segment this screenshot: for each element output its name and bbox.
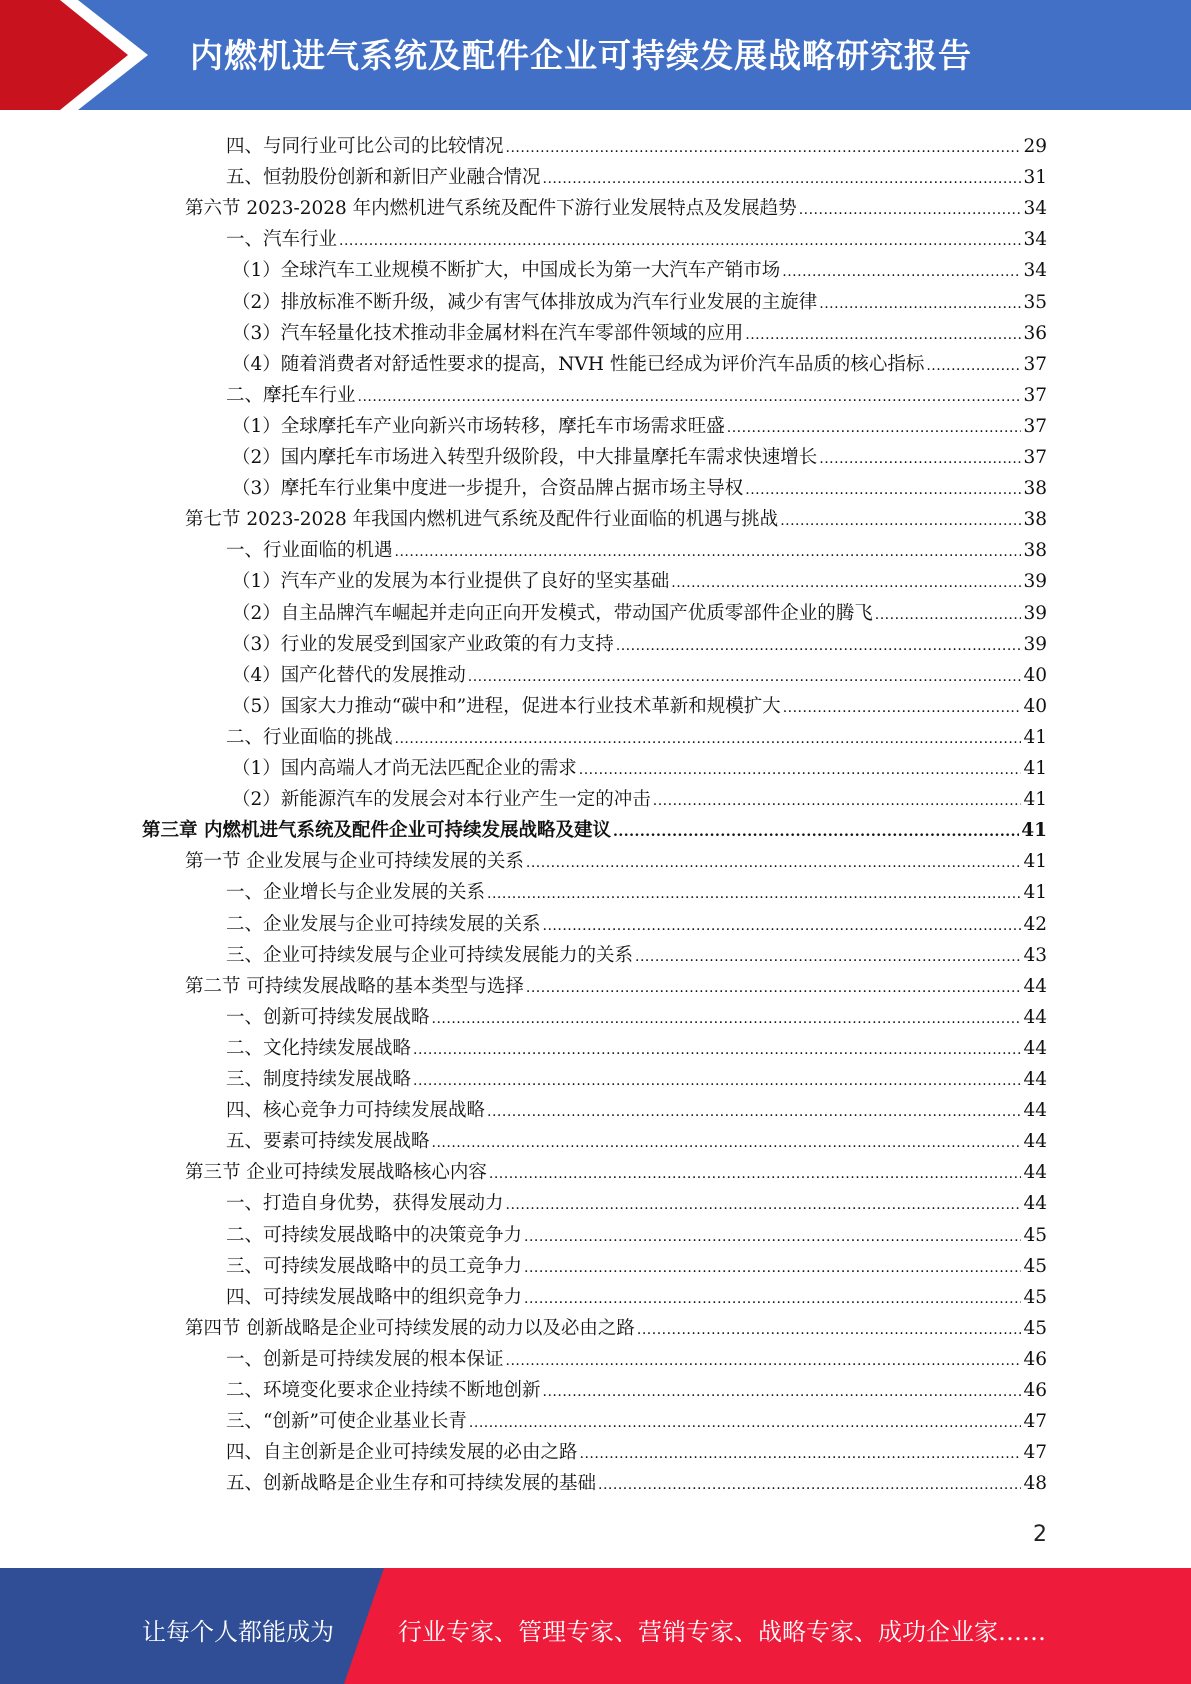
toc-dot-leader	[432, 1008, 1022, 1030]
toc-dot-leader	[524, 1226, 1021, 1248]
toc-entry-title: 四、核心竞争力可持续发展战略	[226, 1100, 486, 1122]
toc-entry-title: 二、环境变化要求企业持续不断地创新	[226, 1380, 541, 1401]
page-header	[0, 0, 1191, 110]
toc-entry-page: 44	[1023, 1006, 1047, 1028]
toc-dot-leader	[745, 479, 1021, 501]
toc-entry-title: 第一节 企业发展与企业可持续发展的关系	[185, 851, 524, 873]
toc-entry-page: 44	[1023, 975, 1047, 997]
toc-entry-page: 38	[1023, 478, 1047, 500]
toc-dot-leader	[395, 728, 1022, 750]
toc-entry-page: 43	[1023, 944, 1047, 966]
toc-entry[interactable]	[226, 532, 1047, 563]
toc-entry-page: 45	[1023, 1286, 1047, 1308]
toc-entry[interactable]	[226, 1217, 1047, 1248]
toc-entry-page: 41	[1021, 820, 1047, 842]
toc-entry-page: 38	[1023, 509, 1047, 531]
toc-entry-title: 二、行业面临的挑战	[226, 726, 393, 748]
toc-entry-title: （2）国内摩托车市场进入转型升级阶段，中大排量摩托车需求快速增长	[232, 447, 818, 468]
toc-entry-page: 44	[1023, 1069, 1047, 1090]
toc-entry[interactable]	[185, 843, 1047, 874]
toc-entry-title: 二、摩托车行业	[226, 384, 356, 406]
toc-entry[interactable]	[226, 377, 1047, 408]
toc-dot-leader	[413, 1039, 1021, 1061]
toc-entry[interactable]	[226, 1185, 1047, 1216]
toc-dot-leader	[598, 1474, 1021, 1496]
toc-dot-leader	[489, 1163, 1022, 1185]
toc-entry-title: 第六节 2023-2028 年内燃机进气系统及配件下游行业发展特点及发展趋势	[185, 198, 797, 220]
toc-entry-page: 44	[1023, 1037, 1047, 1059]
toc-entry-page: 46	[1023, 1380, 1047, 1401]
toc-entry-page: 41	[1023, 789, 1047, 811]
toc-dot-leader	[653, 790, 1022, 812]
toc-entry-title: （2）新能源汽车的发展会对本行业产生一定的冲击	[232, 789, 651, 811]
toc-dot-leader	[469, 1412, 1022, 1434]
toc-dot-leader	[543, 168, 1022, 190]
toc-entry-title: 一、创新是可持续发展的根本保证	[226, 1348, 504, 1370]
toc-entry[interactable]	[232, 252, 1047, 283]
toc-entry-page: 41	[1023, 726, 1047, 748]
toc-entry[interactable]	[232, 315, 1047, 346]
toc-entry-title: （2）排放标准不断升级，减少有害气体排放成为汽车行业发展的主旋律	[232, 291, 818, 313]
toc-entry[interactable]	[185, 968, 1047, 999]
toc-entry[interactable]	[185, 1154, 1047, 1185]
toc-dot-leader	[635, 946, 1021, 968]
toc-entry-title: 第四节 创新战略是企业可持续发展的动力以及必由之路	[185, 1317, 635, 1339]
page-footer	[0, 1568, 1191, 1684]
toc-entry-title: 三、制度持续发展战略	[226, 1069, 412, 1090]
toc-dot-leader	[783, 697, 1022, 719]
toc-entry-page: 46	[1023, 1348, 1047, 1370]
toc-entry-page: 39	[1023, 571, 1047, 593]
toc-entry-title: 第二节 可持续发展战略的基本类型与选择	[185, 975, 524, 997]
toc-entry[interactable]	[232, 470, 1047, 501]
toc-dot-leader	[506, 1350, 1022, 1372]
toc-dot-leader	[875, 604, 1022, 626]
toc-entry[interactable]	[226, 221, 1047, 252]
toc-entry[interactable]	[226, 1061, 1047, 1092]
toc-entry[interactable]	[226, 1279, 1047, 1310]
toc-dot-leader	[819, 448, 1021, 470]
toc-entry-page: 34	[1023, 198, 1047, 220]
toc-entry[interactable]	[232, 346, 1047, 377]
toc-entry-page: 48	[1023, 1473, 1047, 1495]
toc-entry[interactable]	[226, 906, 1047, 937]
toc-dot-leader	[613, 821, 1019, 843]
toc-entry[interactable]	[226, 1403, 1047, 1434]
toc-entry-title: 五、创新战略是企业生存和可持续发展的基础	[226, 1473, 597, 1495]
toc-dot-leader	[339, 230, 1021, 252]
toc-dot-leader	[580, 1443, 1022, 1465]
toc-entry[interactable]	[226, 874, 1047, 905]
toc-entry-page: 37	[1023, 384, 1047, 406]
toc-entry[interactable]	[226, 1248, 1047, 1279]
toc-entry-page: 44	[1023, 1100, 1047, 1122]
toc-dot-leader	[780, 510, 1021, 532]
toc-entry-title: （5）国家大力推动“碳中和”进程，促进本行业技术革新和规模扩大	[232, 695, 781, 717]
toc-dot-leader	[358, 386, 1022, 408]
toc-entry[interactable]	[232, 657, 1047, 688]
toc-entry-page: 44	[1023, 1162, 1047, 1184]
toc-dot-leader	[782, 261, 1021, 283]
toc-entry-title: 三、企业可持续发展与企业可持续发展能力的关系	[226, 944, 634, 966]
toc-dot-leader	[395, 541, 1022, 563]
toc-entry[interactable]	[226, 1372, 1047, 1403]
toc-entry-title: 二、可持续发展战略中的决策竞争力	[226, 1224, 523, 1246]
toc-entry-title: 一、汽车行业	[226, 229, 338, 251]
toc-entry-title: （1）汽车产业的发展为本行业提供了良好的坚实基础	[232, 571, 670, 593]
toc-dot-leader	[413, 1070, 1021, 1092]
toc-entry-title: 四、与同行业可比公司的比较情况	[226, 136, 504, 157]
toc-entry-title: 五、恒勃股份创新和新旧产业融合情况	[226, 167, 541, 189]
toc-entry-page: 31	[1023, 167, 1047, 189]
toc-entry[interactable]	[226, 1341, 1047, 1372]
toc-entry-page: 37	[1023, 447, 1047, 468]
toc-entry-page: 42	[1023, 913, 1047, 935]
toc-entry[interactable]	[226, 1092, 1047, 1123]
toc-entry-page: 47	[1023, 1411, 1047, 1433]
toc-entry[interactable]	[226, 1465, 1047, 1496]
footer-slogan-left: 让每个人都能成为	[142, 1618, 334, 1646]
toc-entry[interactable]	[232, 408, 1047, 439]
toc-entry-title: 一、创新可持续发展战略	[226, 1006, 430, 1028]
toc-dot-leader	[799, 199, 1022, 221]
toc-dot-leader	[506, 137, 1022, 159]
toc-entry-title: （3）行业的发展受到国家产业政策的有力支持	[232, 633, 614, 655]
toc-entry-title: 一、打造自身优势，获得发展动力	[226, 1193, 504, 1215]
toc-entry[interactable]	[232, 626, 1047, 657]
toc-entry-title: 四、自主创新是企业可持续发展的必由之路	[226, 1442, 578, 1464]
toc-entry-page: 41	[1023, 851, 1047, 873]
toc-entry-title: 三、“创新”可使企业基业长青	[226, 1411, 467, 1433]
toc-entry-title: 四、可持续发展战略中的组织竞争力	[226, 1286, 523, 1308]
toc-entry-page: 41	[1023, 758, 1047, 779]
toc-dot-leader	[745, 324, 1021, 346]
page-number: 2	[1033, 1522, 1047, 1547]
toc-entry-title: （1）国内高端人才尚无法匹配企业的需求	[232, 758, 577, 779]
toc-entry-page: 44	[1023, 1131, 1047, 1153]
toc-dot-leader	[524, 1288, 1021, 1310]
toc-entry-page: 41	[1023, 882, 1047, 904]
toc-dot-leader	[637, 1319, 1022, 1341]
toc-entry[interactable]	[232, 595, 1047, 626]
toc-dot-leader	[543, 1381, 1022, 1403]
toc-entry-title: （4）国产化替代的发展推动	[232, 664, 466, 686]
toc-dot-leader	[432, 1132, 1022, 1154]
toc-entry[interactable]	[226, 159, 1047, 190]
toc-entry-page: 35	[1023, 291, 1047, 313]
toc-dot-leader	[671, 572, 1021, 594]
toc-dot-leader	[524, 1257, 1021, 1279]
toc-dot-leader	[819, 293, 1021, 315]
toc-entry[interactable]	[185, 501, 1047, 532]
toc-entry[interactable]	[226, 128, 1047, 159]
toc-entry-title: （3）摩托车行业集中度进一步提升，合资品牌占据市场主导权	[232, 478, 744, 500]
toc-dot-leader	[926, 355, 1021, 377]
toc-entry-page: 38	[1023, 540, 1047, 562]
toc-entry-title: 二、企业发展与企业可持续发展的关系	[226, 913, 541, 935]
footer-slogan-right: 行业专家、管理专家、营销专家、战略专家、成功企业家……	[398, 1618, 1046, 1646]
toc-entry[interactable]	[226, 999, 1047, 1030]
toc-dot-leader	[468, 666, 1022, 688]
toc-entry-page: 34	[1023, 229, 1047, 251]
toc-entry-page: 47	[1023, 1442, 1047, 1464]
toc-dot-leader	[616, 635, 1022, 657]
toc-entry[interactable]	[226, 937, 1047, 968]
toc-entry[interactable]	[232, 781, 1047, 812]
toc-entry[interactable]	[232, 284, 1047, 315]
toc-entry-title: 三、可持续发展战略中的员工竞争力	[226, 1255, 523, 1277]
toc-dot-leader	[487, 883, 1021, 905]
toc-dot-leader	[526, 852, 1022, 874]
toc-entry-title: 五、要素可持续发展战略	[226, 1131, 430, 1153]
toc-entry[interactable]	[142, 812, 1047, 843]
toc-entry-title: （1）全球摩托车产业向新兴市场转移，摩托车市场需求旺盛	[232, 415, 725, 437]
toc-entry-page: 29	[1023, 136, 1047, 157]
toc-entry-page: 40	[1023, 664, 1047, 686]
toc-dot-leader	[543, 915, 1022, 937]
toc-entry[interactable]	[232, 439, 1047, 470]
toc-entry-title: （3）汽车轻量化技术推动非金属材料在汽车零部件领域的应用	[232, 322, 744, 344]
toc-entry[interactable]	[226, 719, 1047, 750]
toc-entry-page: 37	[1023, 415, 1047, 437]
toc-entry-title: 第七节 2023-2028 年我国内燃机进气系统及配件行业面临的机遇与挑战	[185, 509, 779, 531]
toc-entry[interactable]	[226, 1123, 1047, 1154]
toc-entry[interactable]	[185, 190, 1047, 221]
toc-entry-page: 39	[1023, 633, 1047, 655]
report-title: 内燃机进气系统及配件企业可持续发展战略研究报告	[190, 36, 972, 75]
toc-entry-page: 34	[1023, 260, 1047, 282]
toc-entry-page: 45	[1023, 1224, 1047, 1246]
toc-dot-leader	[526, 977, 1022, 999]
toc-entry[interactable]	[185, 1310, 1047, 1341]
toc-entry[interactable]	[232, 563, 1047, 594]
toc-entry-page: 37	[1023, 353, 1047, 375]
toc-entry-title: 第三节 企业可持续发展战略核心内容	[185, 1162, 487, 1184]
toc-entry-page: 45	[1023, 1255, 1047, 1277]
toc-dot-leader	[727, 417, 1022, 439]
toc-dot-leader	[506, 1194, 1022, 1216]
toc-entry-title: （4）随着消费者对舒适性要求的提高，NVH 性能已经成为评价汽车品质的核心指标	[232, 353, 925, 375]
toc-entry[interactable]	[226, 1030, 1047, 1061]
toc-dot-leader	[487, 1101, 1021, 1123]
toc-dot-leader	[579, 759, 1022, 781]
toc-entry[interactable]	[226, 1434, 1047, 1465]
toc-entry-title: 二、文化持续发展战略	[226, 1037, 412, 1059]
toc-entry-title: 第三章 内燃机进气系统及配件企业可持续发展战略及建议	[142, 820, 611, 842]
toc-entry-page: 44	[1023, 1193, 1047, 1215]
toc-entry[interactable]	[232, 750, 1047, 781]
toc-entry-page: 39	[1023, 602, 1047, 624]
toc-entry-page: 45	[1023, 1317, 1047, 1339]
toc-entry-page: 40	[1023, 695, 1047, 717]
toc-entry-title: 一、企业增长与企业发展的关系	[226, 882, 486, 904]
toc-entry-title: 一、行业面临的机遇	[226, 540, 393, 562]
toc-entry-title: （1）全球汽车工业规模不断扩大，中国成长为第一大汽车产销市场	[232, 260, 781, 282]
toc-entry[interactable]	[232, 688, 1047, 719]
toc-entry-page: 36	[1023, 322, 1047, 344]
toc-entry-title: （2）自主品牌汽车崛起并走向正向开发模式，带动国产优质零部件企业的腾飞	[232, 602, 873, 624]
